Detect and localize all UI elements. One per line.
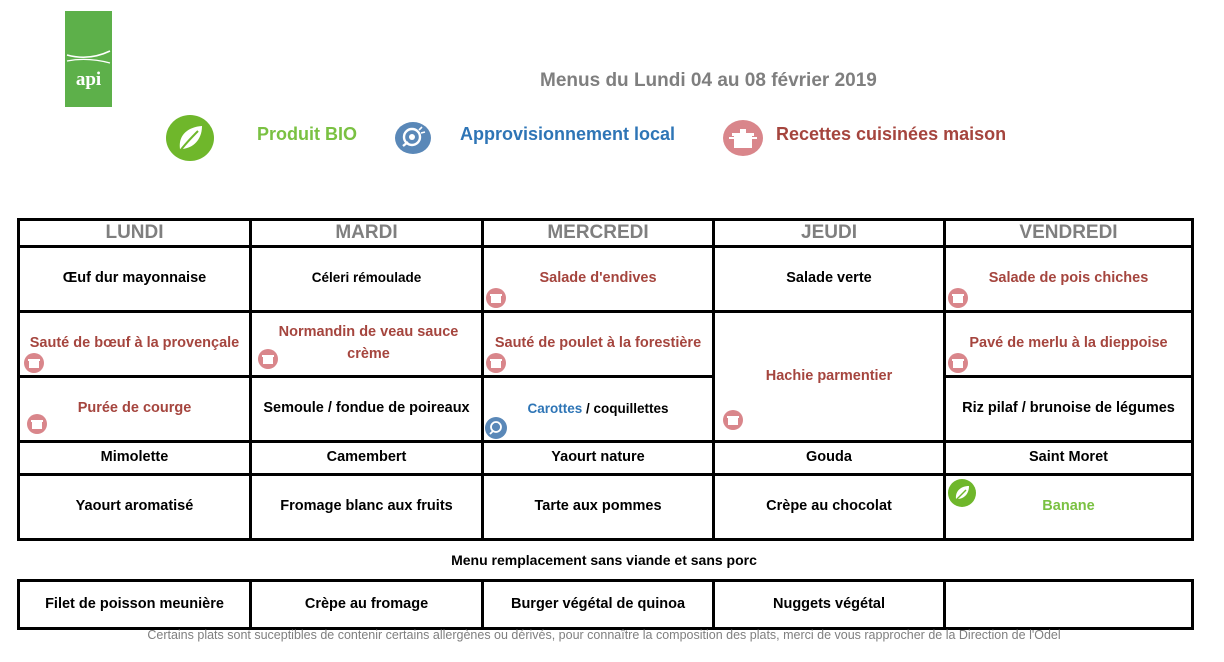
local-supply-icon bbox=[485, 417, 507, 439]
logo-text: api bbox=[75, 69, 102, 90]
cooking-pot-icon bbox=[486, 353, 506, 373]
dish-name: Burger végétal de quinoa bbox=[510, 595, 686, 612]
cooking-pot-icon bbox=[723, 120, 763, 156]
dish-name: Crèpe au fromage bbox=[304, 595, 429, 612]
replacement-row bbox=[19, 581, 1193, 629]
cooking-pot-icon bbox=[723, 410, 743, 430]
desserts-row bbox=[19, 475, 1193, 540]
dish-name: Yaourt aromatisé bbox=[75, 498, 194, 515]
logo-swoosh bbox=[65, 11, 112, 107]
main-mercredi bbox=[483, 312, 714, 377]
replacement-menu-title: Menu remplacement sans viande et sans porc bbox=[451, 552, 757, 568]
dish-name: Saint Moret bbox=[1029, 449, 1108, 466]
cheese-vendredi bbox=[945, 442, 1193, 475]
dish-name: Fromage blanc aux fruits bbox=[280, 498, 453, 515]
main-jeudi bbox=[714, 312, 945, 442]
dish-name: Crèpe au chocolat bbox=[766, 498, 892, 515]
dish-name: Camembert bbox=[326, 449, 407, 466]
replacement-mardi bbox=[251, 581, 483, 629]
legend-local-label: Approvisionnement local bbox=[460, 124, 676, 144]
side-mercredi bbox=[483, 377, 714, 442]
dish-name: Purée de courge bbox=[77, 400, 192, 417]
dish-name: Céleri rémoulade bbox=[311, 270, 422, 286]
main-mardi bbox=[251, 312, 483, 377]
dish-name: Yaourt nature bbox=[551, 449, 645, 466]
replacement-vendredi bbox=[945, 581, 1193, 629]
main-vendredi bbox=[945, 312, 1193, 377]
dish-name: Salade d'endives bbox=[539, 270, 657, 287]
dessert-vendredi bbox=[945, 475, 1193, 540]
dessert-mercredi bbox=[483, 475, 714, 540]
cheese-lundi bbox=[19, 442, 251, 475]
dish-name: Gouda bbox=[806, 449, 852, 466]
dish-name: Salade verte bbox=[786, 270, 872, 287]
side-mardi bbox=[251, 377, 483, 442]
starter-mardi bbox=[251, 247, 483, 312]
cooking-pot-icon bbox=[258, 349, 278, 369]
cooking-pot-icon bbox=[27, 414, 47, 434]
starter-jeudi bbox=[714, 247, 945, 312]
days-header-row bbox=[19, 220, 1193, 247]
dish-name: Filet de poisson meunière bbox=[45, 595, 224, 612]
day-jeudi: JEUDI bbox=[714, 220, 945, 247]
dish-name-local: Carottes bbox=[527, 400, 583, 416]
cooking-pot-icon bbox=[24, 353, 44, 373]
day-lundi: LUNDI bbox=[19, 220, 251, 247]
dish-name: Semoule / fondue de poireaux bbox=[263, 400, 470, 417]
api-logo bbox=[65, 11, 112, 107]
dessert-lundi bbox=[19, 475, 251, 540]
dish-name: Hachie parmentier bbox=[765, 367, 893, 384]
legend-home-label: Recettes cuisinées maison bbox=[776, 124, 1007, 144]
dish-name: coquillettes bbox=[593, 400, 669, 416]
cheese-mercredi bbox=[483, 442, 714, 475]
cooking-pot-icon bbox=[486, 288, 506, 308]
side-vendredi bbox=[945, 377, 1193, 442]
page-title: Menus du Lundi 04 au 08 février 2019 bbox=[540, 70, 877, 91]
dish-name: Normandin de veau sauce crème bbox=[278, 324, 459, 362]
side-lundi bbox=[19, 377, 251, 442]
starters-row bbox=[19, 247, 1193, 312]
local-supply-icon bbox=[395, 122, 431, 154]
dish-name: Nuggets végétal bbox=[773, 595, 885, 612]
dessert-jeudi bbox=[714, 475, 945, 540]
dish-name: Mimolette bbox=[100, 449, 169, 466]
weekly-menu-table bbox=[17, 218, 1194, 541]
dish-name: Sauté de poulet à la forestière bbox=[494, 335, 702, 352]
allergen-notice: Certains plats sont suceptibles de contenir certains allergènes ou dérivés, pour connaître la composition des plats, merci de vous rapprocher de la Direction de l'Odel bbox=[147, 628, 1061, 642]
starter-lundi bbox=[19, 247, 251, 312]
leaf-icon bbox=[948, 479, 976, 507]
dish-name: Pavé de merlu à la dieppoise bbox=[969, 335, 1168, 352]
cheese-jeudi bbox=[714, 442, 945, 475]
dish-name: Tarte aux pommes bbox=[534, 498, 662, 515]
dish-name: Œuf dur mayonnaise bbox=[62, 270, 207, 287]
replacement-jeudi bbox=[714, 581, 945, 629]
dish-name: Riz pilaf / brunoise de légumes bbox=[962, 400, 1175, 417]
cooking-pot-icon bbox=[948, 288, 968, 308]
day-vendredi: VENDREDI bbox=[945, 220, 1193, 247]
cheeses-row bbox=[19, 442, 1193, 475]
leaf-icon bbox=[166, 115, 214, 161]
main-lundi bbox=[19, 312, 251, 377]
replacement-menu-table bbox=[17, 579, 1194, 630]
replacement-lundi bbox=[19, 581, 251, 629]
sides-row bbox=[19, 377, 1193, 442]
cooking-pot-icon bbox=[948, 353, 968, 373]
replacement-mercredi bbox=[483, 581, 714, 629]
day-mercredi: MERCREDI bbox=[483, 220, 714, 247]
dish-name: Banane bbox=[1042, 498, 1095, 515]
dish-name: Sauté de bœuf à la provençale bbox=[29, 335, 240, 352]
starter-mercredi bbox=[483, 247, 714, 312]
dish-separator: / bbox=[582, 400, 594, 416]
day-mardi: MARDI bbox=[251, 220, 483, 247]
legend-bio-label: Produit BIO bbox=[257, 124, 357, 144]
mains-row bbox=[19, 312, 1193, 377]
starter-vendredi bbox=[945, 247, 1193, 312]
dessert-mardi bbox=[251, 475, 483, 540]
dish-name: Salade de pois chiches bbox=[988, 270, 1149, 287]
cheese-mardi bbox=[251, 442, 483, 475]
